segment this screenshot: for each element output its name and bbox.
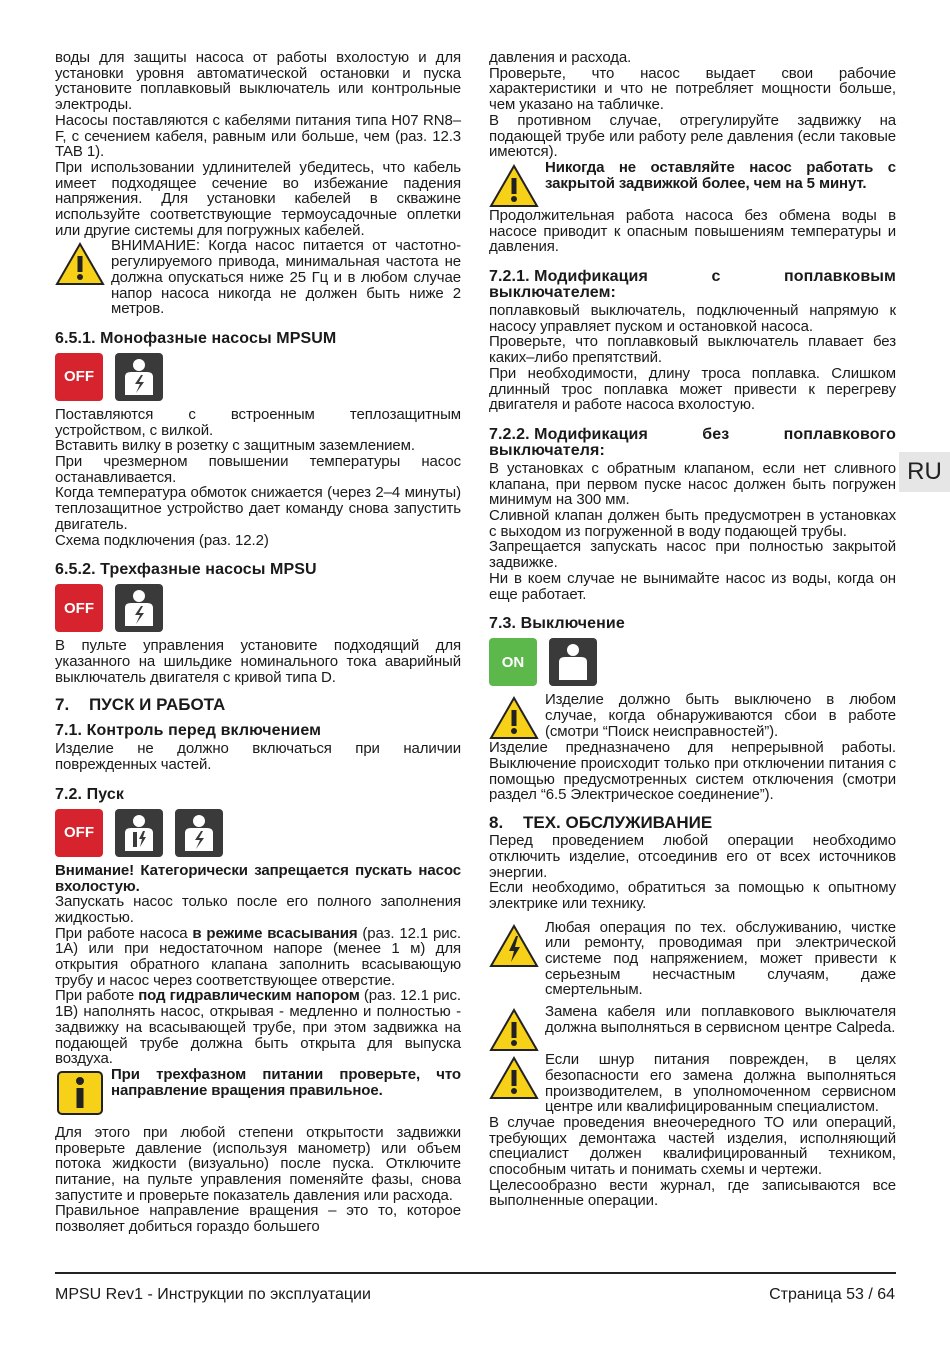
section-heading-7-2-2-cont: выключателя: (489, 441, 605, 459)
paragraph: Ни в коем случае не вынимайте насос из воды, когда он еще работает. (489, 569, 896, 603)
info-icon (55, 1071, 105, 1115)
warning-block (489, 1052, 896, 1115)
paragraph: При работе насоса в режиме всасывания (раз. 12.1 рис. 1А) или при недостаточном напоре (менее 1 м) для открытия обратного клапана заполнить всасывающую трубу и насос через соответствующее отверстие. (55, 924, 461, 989)
section-heading-7-2: 7.2. Пуск (55, 785, 124, 803)
section-heading-6-5-1: 6.5.1. Монофазные насосы MPSUM (55, 329, 337, 347)
warning-block (489, 1004, 896, 1052)
power-on-icon: ON (489, 638, 537, 686)
warning-block (489, 920, 896, 999)
paragraph: В пульте управления установите подходящий для указанного на шильдике номинального тока аварийный выключатель двигателя с кривой типа D. (55, 637, 461, 686)
warning-triangle-icon (489, 696, 539, 740)
section-heading-8 (489, 813, 896, 833)
paragraph: Когда температура обмоток снижается (через 2–4 минуты) теплозащитное устройство дает команду снова запустить двигатель. (55, 484, 461, 533)
footer-page-number: Страница 53 / 64 (769, 1286, 895, 1303)
power-off-icon: OFF (55, 353, 103, 401)
section-number: 8. (489, 813, 504, 833)
paragraph: воды для защиты насоса от работы вхолостую и для установки уровня автоматической остановки и пуска установите поплавковый выключатель или контрольные электроды. (55, 49, 461, 114)
section-heading-7-1: 7.1. Контроль перед включением (55, 722, 322, 740)
icon-row (55, 584, 461, 632)
paragraph: Проверьте, что насос выдает свои рабочие характеристики и что не потребляет мощности больше, чем указано на табличке. (489, 64, 896, 114)
electrician-icon (175, 809, 223, 857)
section-title: ПУСК И РАБОТА (89, 695, 226, 715)
warning-triangle-icon (489, 1056, 539, 1100)
paragraph: Изделие предназначено для непрерывной работы. Выключение происходит только при отключении питания с помощью предусмотренных систем отключения (смотри раздел “6.5 Электрическое соединение”). (489, 739, 896, 804)
warning-text: Никогда не оставляйте насос работать с закрытой задвижкой более, чем на 5 минут. (545, 158, 896, 192)
user-icon (549, 638, 597, 686)
footer-divider (55, 1272, 896, 1274)
electrician-icon (115, 584, 163, 632)
warning-text: ВНИМАНИЕ: Когда насос питается от частотно-регулируемого привода, минимальная частота не должна опускаться ниже 25 Гц и в любом случае напор насоса никогда не должен быть ниже 2 метров. (111, 237, 461, 318)
section-heading-7-2-1: 7.2.1. Модификация с поплавковым (489, 268, 896, 286)
paragraph: Изделие не должно включаться при наличии поврежденных частей. (55, 740, 461, 774)
paragraph: При необходимости, длину троса поплавка. Слишком длинный трос поплавка может привести к перегреву двигателя и работе насоса вхолостую. (489, 364, 896, 414)
section-heading-7-2-1-cont: выключателем: (489, 284, 616, 302)
icon-row (55, 809, 461, 857)
power-off-icon: OFF (55, 584, 103, 632)
paragraph: Проверьте, что поплавковый выключатель плавает без каких–либо препятствий. (489, 333, 896, 367)
paragraph: В случае проведения внеочередного ТО или операций, требующих демонтажа частей изделия, исполняющий специалист должен квалифицированный техником, способным читать и понимать схемы и чертежи. (489, 1113, 896, 1179)
paragraph: При работе под гидравлическим напором (раз. 12.1 рис. 1В) наполнять насос, открывая - медленно и полностью - задвижку на всасывающей трубе, при этом задвижка на подающей трубе должна быть открыта для выпуска воздуха. (55, 987, 462, 1068)
warning-text: Изделие должно быть выключено в любом случае, когда обнаруживаются сбои в работе (смотри “Поиск неисправностей”). (545, 691, 896, 740)
paragraph: Схема подключения (раз. 12.2) (55, 531, 269, 549)
warning-block (489, 692, 896, 740)
paragraph: Продолжительная работа насоса без обмена воды в насосе приводит к опасным повышениям температуры и давления. (489, 206, 896, 256)
left-column (55, 50, 461, 1235)
paragraph: При чрезмерном повышении температуры насос останавливается. (55, 453, 461, 486)
electric-hazard-icon (489, 924, 539, 968)
paragraph: давления и расхода. (489, 49, 632, 66)
language-tab: RU (899, 452, 950, 492)
right-column (489, 50, 896, 1209)
section-heading-6-5-2: 6.5.2. Трехфазные насосы MPSU (55, 561, 317, 579)
warning-triangle-icon (489, 1008, 539, 1052)
icon-row (55, 353, 461, 401)
paragraph: Для этого при любой степени открытости задвижки проверьте давление (используя манометр) или объем потока жидкости (визуально) после пуска. Отключите питание, на пульте управления поменяйте фазы, снова запустите и проверьте показатель давления или расхода. (55, 1123, 461, 1204)
paragraph: При использовании удлинителей убедитесь, что кабель имеет подходящее сечение во избежание падения напряжения. Для установки кабелей в скважине используйте соответствующие термоусадочные оплетки или другие системы для погружных кабелей. (55, 158, 461, 239)
paragraph: Если необходимо, обратиться за помощью к опытному электрике или технику. (489, 879, 896, 912)
paragraph: поплавковый выключатель, подключенный напрямую к насосу управляет пуском и остановкой насоса. (489, 302, 896, 335)
mechanic-icon (115, 809, 163, 857)
paragraph: Внимание! Категорически запрещается пускать насос вхолостую. (55, 861, 461, 895)
info-block (55, 1067, 461, 1115)
section-heading-7-3: 7.3. Выключение (489, 615, 625, 633)
icon-row (489, 638, 896, 686)
paragraph: Правильное направление вращения – это то, которое позволяет добиться гораздо большего (55, 1202, 461, 1236)
paragraph: Поставляются с встроенным теплозащитным устройством, с вилкой. (55, 405, 461, 439)
footer-document-title: MPSU Rev1 - Инструкции по эксплуатации (55, 1286, 371, 1303)
paragraph: Насосы поставляются с кабелями питания типа H07 RN8–F, с сечением кабеля, равным или больше, чем (раз. 12.3 TAB 1). (55, 111, 461, 161)
warning-text: Замена кабеля или поплавкового выключателя должна выполняться в сервисном центре Calpeda. (545, 1003, 896, 1036)
paragraph: Целесообразно вести журнал, где записываются все выполненные операции. (489, 1176, 896, 1210)
paragraph: Запрещается запускать насос при полностью закрытой задвижке. (489, 538, 896, 572)
paragraph: Сливной клапан должен быть предусмотрен в установках с выходом из погруженной в воду подающей трубы. (489, 507, 896, 540)
section-title: ТЕХ. ОБСЛУЖИВАНИЕ (523, 813, 713, 833)
warning-text: Если шнур питания поврежден, в целях безопасности его замена должна выполняться производителем, в уполномоченном сервисном центре или квалифицированным специалистом. (545, 1051, 896, 1116)
power-off-icon: OFF (55, 809, 103, 857)
section-heading-7-2-2: 7.2.2. Модификация без поплавкового (489, 425, 896, 443)
paragraph: В противном случае, отрегулируйте задвижку на подающей трубе или работу реле давления (если таковые имеются). (489, 111, 896, 161)
warning-text: Любая операция по тех. обслуживанию, чистке или ремонту, проводимая при электрической системе под напряжением, может привести к серьезным несчастным случаям, даже смертельным. (545, 918, 896, 999)
info-text: При трехфазном питании проверьте, что направление вращения правильное. (111, 1065, 461, 1099)
warning-block (55, 238, 461, 317)
paragraph: Вставить вилку в розетку с защитным заземлением. (55, 437, 415, 455)
paragraph: Запускать насос только после его полного заполнения жидкостью. (55, 893, 461, 926)
section-number: 7. (55, 695, 70, 715)
warning-triangle-icon (489, 164, 539, 208)
paragraph: Перед проведением любой операции необходимо отключить изделие, отсоединив его от всех источников энергии. (489, 832, 896, 881)
section-heading-7 (55, 695, 461, 715)
warning-block (489, 160, 896, 208)
paragraph: В установках с обратным клапаном, если нет сливного клапана, при первом пуске насос должен быть погружен минимум на 300 мм. (489, 459, 896, 509)
electrician-icon (115, 353, 163, 401)
warning-triangle-icon (55, 242, 105, 286)
